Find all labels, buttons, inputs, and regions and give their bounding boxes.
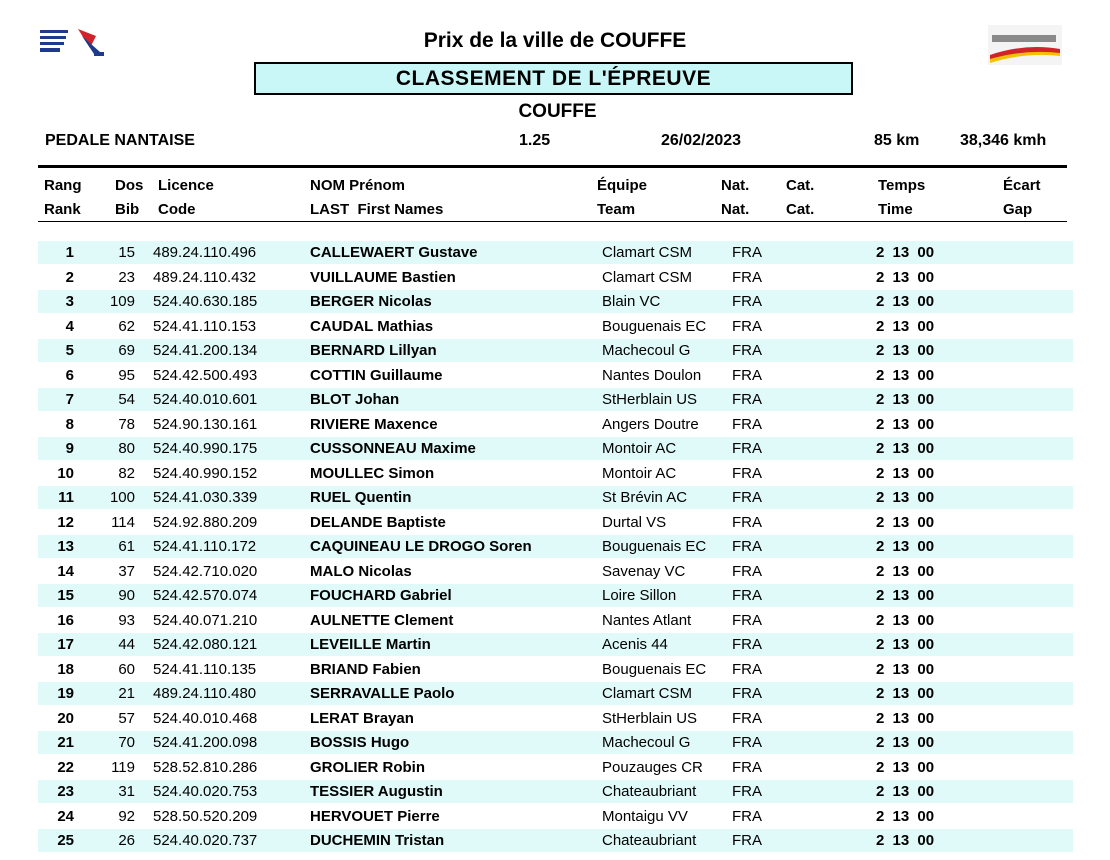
team-cell: Bouguenais EC [602, 538, 707, 555]
time-cell: 2 13 00 [876, 832, 935, 849]
rank-cell: 2 [65, 268, 74, 286]
time-cell: 2 13 00 [876, 391, 935, 408]
rank-cell: 14 [57, 562, 74, 580]
licence-cell: 524.92.880.209 [153, 513, 258, 531]
nationality-cell: FRA [732, 513, 762, 531]
rank-cell: 23 [57, 783, 74, 800]
rider-name-cell: COTTIN Guillaume [310, 366, 443, 384]
header-team-fr: Équipe [597, 177, 648, 194]
team-cell: StHerblain US [602, 709, 698, 727]
race-category: 1.25 [519, 132, 551, 149]
header-cat-fr: Cat. [786, 177, 815, 194]
organizer: PEDALE NANTAISE [45, 132, 195, 149]
nationality-cell: FRA [732, 709, 762, 727]
bib-cell: 21 [118, 685, 135, 702]
licence-cell: 489.24.110.432 [153, 268, 257, 286]
table-row [38, 780, 1073, 803]
rider-name-cell: LEVEILLE Martin [310, 636, 431, 653]
licence-cell: 524.41.110.135 [153, 660, 257, 678]
time-cell: 2 13 00 [876, 807, 935, 825]
header-nat-fr: Nat. [721, 177, 750, 194]
team-cell: Clamart CSM [602, 244, 693, 261]
time-cell: 2 13 00 [876, 783, 935, 800]
team-cell: Chateaubriant [602, 832, 697, 849]
time-cell: 2 13 00 [876, 293, 935, 310]
table-row [38, 707, 1073, 730]
rank-cell: 9 [65, 440, 74, 457]
team-cell: Angers Doutre [602, 415, 699, 433]
rider-name-cell: MOULLEC Simon [310, 464, 435, 482]
rider-name-cell: CAQUINEAU LE DROGO Soren [310, 538, 532, 555]
bib-cell: 95 [118, 366, 135, 384]
race-average-speed: 38,346 kmh [960, 132, 1047, 149]
rider-name-cell: CAUDAL Mathias [310, 317, 434, 335]
bib-cell: 26 [118, 832, 135, 849]
header-rank-en: Rank [44, 201, 81, 218]
table-row [38, 388, 1073, 411]
nationality-cell: FRA [732, 317, 762, 335]
header-licence-en: Code [158, 201, 196, 218]
table-row [38, 266, 1073, 289]
table-row [38, 805, 1073, 828]
rider-name-cell: HERVOUET Pierre [310, 807, 440, 825]
table-row [38, 315, 1073, 338]
bib-cell: 31 [118, 783, 135, 800]
team-cell: Clamart CSM [602, 268, 693, 286]
rank-cell: 8 [65, 415, 74, 433]
bib-cell: 15 [118, 244, 135, 261]
table-row [38, 437, 1073, 460]
bib-cell: 100 [109, 489, 135, 506]
race-name: COUFFE [518, 101, 597, 122]
nationality-cell: FRA [732, 734, 762, 751]
table-header-rule [38, 221, 1067, 222]
rank-cell: 10 [57, 464, 74, 482]
table-row [38, 609, 1073, 632]
team-cell: Bouguenais EC [602, 317, 707, 335]
rider-name-cell: FOUCHARD Gabriel [310, 587, 452, 604]
bib-cell: 37 [118, 562, 135, 580]
table-row [38, 241, 1073, 264]
table-row [38, 584, 1073, 607]
licence-cell: 528.50.520.209 [153, 807, 258, 825]
team-cell: Pouzauges CR [602, 758, 703, 776]
bib-cell: 78 [118, 415, 135, 433]
rider-name-cell: BOSSIS Hugo [310, 734, 410, 751]
header-rank-fr: Rang [44, 177, 82, 194]
team-cell: Nantes Doulon [602, 366, 702, 384]
rank-cell: 21 [57, 734, 74, 751]
nationality-cell: FRA [732, 783, 762, 800]
rider-name-cell: TESSIER Augustin [310, 783, 443, 800]
race-date: 26/02/2023 [661, 132, 742, 149]
header-bib-fr: Dos [115, 177, 144, 194]
licence-cell: 524.40.010.468 [153, 709, 258, 727]
licence-cell: 489.24.110.480 [153, 685, 257, 702]
nationality-cell: FRA [732, 538, 762, 555]
header-name-en: LAST First Names [310, 201, 444, 218]
nationality-cell: FRA [732, 562, 762, 580]
licence-cell: 524.40.990.152 [153, 464, 258, 482]
rider-name-cell: CALLEWAERT Gustave [310, 244, 478, 261]
time-cell: 2 13 00 [876, 611, 935, 629]
nationality-cell: FRA [732, 636, 762, 653]
time-cell: 2 13 00 [876, 366, 935, 384]
rider-name-cell: SERRAVALLE Paolo [310, 685, 455, 702]
rider-name-cell: AULNETTE Clement [310, 611, 454, 629]
licence-cell: 524.41.030.339 [153, 489, 258, 506]
licence-cell: 524.90.130.161 [153, 415, 258, 433]
licence-cell: 524.41.200.134 [153, 342, 258, 359]
team-cell: StHerblain US [602, 391, 698, 408]
rank-cell: 25 [57, 832, 74, 849]
rider-name-cell: VUILLAUME Bastien [310, 268, 456, 286]
rider-name-cell: BLOT Johan [310, 391, 400, 408]
rank-cell: 16 [57, 611, 74, 629]
bib-cell: 62 [118, 317, 135, 335]
bib-cell: 61 [118, 538, 135, 555]
rank-cell: 12 [57, 513, 74, 531]
time-cell: 2 13 00 [876, 342, 935, 359]
header-time-fr: Temps [878, 177, 926, 194]
team-cell: St Brévin AC [602, 489, 688, 506]
licence-cell: 524.40.990.175 [153, 440, 258, 457]
time-cell: 2 13 00 [876, 636, 935, 653]
licence-cell: 524.40.630.185 [153, 293, 258, 310]
nationality-cell: FRA [732, 268, 762, 286]
bib-cell: 57 [118, 709, 135, 727]
bib-cell: 82 [118, 464, 135, 482]
time-cell: 2 13 00 [876, 538, 935, 555]
time-cell: 2 13 00 [876, 244, 935, 261]
rank-cell: 4 [65, 317, 74, 335]
licence-cell: 524.40.020.737 [153, 832, 258, 849]
team-cell: Nantes Atlant [602, 611, 692, 629]
bib-cell: 93 [118, 611, 135, 629]
licence-cell: 524.40.010.601 [153, 391, 258, 408]
nationality-cell: FRA [732, 244, 762, 261]
rank-cell: 18 [57, 660, 74, 678]
licence-cell: 524.42.080.121 [153, 636, 258, 653]
team-cell: Savenay VC [602, 562, 686, 580]
nationality-cell: FRA [732, 660, 762, 678]
rank-cell: 22 [57, 758, 74, 776]
nationality-cell: FRA [732, 758, 762, 776]
bib-cell: 90 [118, 587, 135, 604]
team-cell: Clamart CSM [602, 685, 693, 702]
rank-cell: 20 [57, 709, 74, 727]
header-gap-en: Gap [1003, 201, 1033, 218]
time-cell: 2 13 00 [876, 685, 935, 702]
licence-cell: 489.24.110.496 [153, 244, 257, 261]
race-distance: 85 km [874, 132, 920, 149]
bib-cell: 44 [118, 636, 135, 653]
time-cell: 2 13 00 [876, 660, 935, 678]
bib-cell: 114 [111, 513, 135, 531]
table-row [38, 364, 1073, 387]
rider-name-cell: GROLIER Robin [310, 758, 425, 776]
table-row [38, 829, 1073, 852]
bib-cell: 92 [118, 807, 135, 825]
licence-cell: 524.42.500.493 [153, 366, 258, 384]
rider-name-cell: BERNARD Lillyan [310, 342, 437, 359]
page-title: Prix de la ville de COUFFE [423, 29, 687, 52]
rider-name-cell: RUEL Quentin [310, 489, 412, 506]
header-cat-en: Cat. [786, 201, 815, 218]
rank-cell: 13 [57, 538, 74, 555]
table-row [38, 682, 1073, 705]
team-cell: Loire Sillon [602, 587, 677, 604]
rank-cell: 24 [57, 807, 74, 825]
rider-name-cell: DELANDE Baptiste [310, 513, 446, 531]
rank-cell: 3 [65, 293, 74, 310]
table-row [38, 413, 1073, 436]
ranking-title: CLASSEMENT DE L'ÉPREUVE [254, 62, 853, 95]
table-row [38, 731, 1073, 754]
rank-cell: 15 [57, 587, 74, 604]
nationality-cell: FRA [732, 415, 762, 433]
header-time-en: Time [878, 201, 913, 218]
header-licence-fr: Licence [158, 177, 214, 194]
team-cell: Blain VC [602, 293, 661, 310]
rank-cell: 5 [65, 342, 74, 359]
rider-name-cell: BRIAND Fabien [310, 660, 421, 678]
nationality-cell: FRA [732, 440, 762, 457]
table-row [38, 462, 1073, 485]
nationality-cell: FRA [732, 293, 762, 310]
rider-name-cell: RIVIERE Maxence [310, 415, 438, 433]
licence-cell: 524.42.570.074 [153, 587, 258, 604]
licence-cell: 524.41.200.098 [153, 734, 258, 751]
nationality-cell: FRA [732, 611, 762, 629]
header-team-en: Team [597, 201, 636, 218]
team-cell: Durtal VS [602, 513, 667, 531]
time-cell: 2 13 00 [876, 464, 935, 482]
licence-cell: 524.41.110.153 [153, 317, 257, 335]
table-row [38, 658, 1073, 681]
nationality-cell: FRA [732, 807, 762, 825]
team-cell: Machecoul G [602, 342, 691, 359]
table-row [38, 756, 1073, 779]
table-row [38, 290, 1073, 313]
table-row [38, 535, 1073, 558]
time-cell: 2 13 00 [876, 489, 935, 506]
table-row [38, 486, 1073, 509]
time-cell: 2 13 00 [876, 415, 935, 433]
time-cell: 2 13 00 [876, 562, 935, 580]
table-row [38, 560, 1073, 583]
bib-cell: 60 [118, 660, 135, 678]
nationality-cell: FRA [732, 366, 762, 384]
team-cell: Montoir AC [602, 464, 677, 482]
rider-name-cell: LERAT Brayan [310, 709, 414, 727]
nationality-cell: FRA [732, 587, 762, 604]
nationality-cell: FRA [732, 464, 762, 482]
licence-cell: 528.52.810.286 [153, 758, 258, 776]
bib-cell: 23 [118, 268, 135, 286]
nationality-cell: FRA [732, 489, 762, 506]
time-cell: 2 13 00 [876, 317, 935, 335]
licence-cell: 524.41.110.172 [153, 538, 257, 555]
table-row [38, 633, 1073, 656]
time-cell: 2 13 00 [876, 758, 935, 776]
rank-cell: 17 [57, 636, 74, 653]
header-nat-en: Nat. [721, 201, 750, 218]
rider-name-cell: BERGER Nicolas [310, 293, 432, 310]
time-cell: 2 13 00 [876, 709, 935, 727]
table-row [38, 339, 1073, 362]
bib-cell: 109 [109, 293, 135, 310]
rank-cell: 11 [58, 489, 74, 506]
header-bib-en: Bib [115, 201, 140, 218]
rider-name-cell: CUSSONNEAU Maxime [310, 440, 476, 457]
bib-cell: 70 [118, 734, 135, 751]
time-cell: 2 13 00 [876, 587, 935, 604]
bib-cell: 54 [118, 391, 135, 408]
time-cell: 2 13 00 [876, 268, 935, 286]
rank-cell: 19 [57, 685, 74, 702]
nationality-cell: FRA [732, 832, 762, 849]
table-row [38, 511, 1073, 534]
team-cell: Montoir AC [602, 440, 677, 457]
nationality-cell: FRA [732, 685, 762, 702]
licence-cell: 524.40.071.210 [153, 611, 258, 629]
licence-cell: 524.40.020.753 [153, 783, 258, 800]
bib-cell: 69 [118, 342, 135, 359]
team-cell: Acenis 44 [602, 636, 668, 653]
rank-cell: 6 [65, 366, 74, 384]
team-cell: Bouguenais EC [602, 660, 707, 678]
header-gap-fr: Écart [1003, 177, 1041, 194]
team-cell: Chateaubriant [602, 783, 697, 800]
rider-name-cell: DUCHEMIN Tristan [310, 832, 445, 849]
team-cell: Machecoul G [602, 734, 691, 751]
bib-cell: 80 [118, 440, 135, 457]
nationality-cell: FRA [732, 342, 762, 359]
team-cell: Montaigu VV [602, 807, 688, 825]
rider-name-cell: MALO Nicolas [310, 562, 412, 580]
nationality-cell: FRA [732, 391, 762, 408]
rank-cell: 1 [65, 244, 74, 261]
header-rule [38, 165, 1067, 168]
time-cell: 2 13 00 [876, 734, 935, 751]
bib-cell: 119 [111, 758, 135, 776]
rank-cell: 7 [65, 391, 74, 408]
time-cell: 2 13 00 [876, 440, 935, 457]
header-name-fr: NOM Prénom [310, 177, 406, 194]
time-cell: 2 13 00 [876, 513, 935, 531]
licence-cell: 524.42.710.020 [153, 562, 258, 580]
